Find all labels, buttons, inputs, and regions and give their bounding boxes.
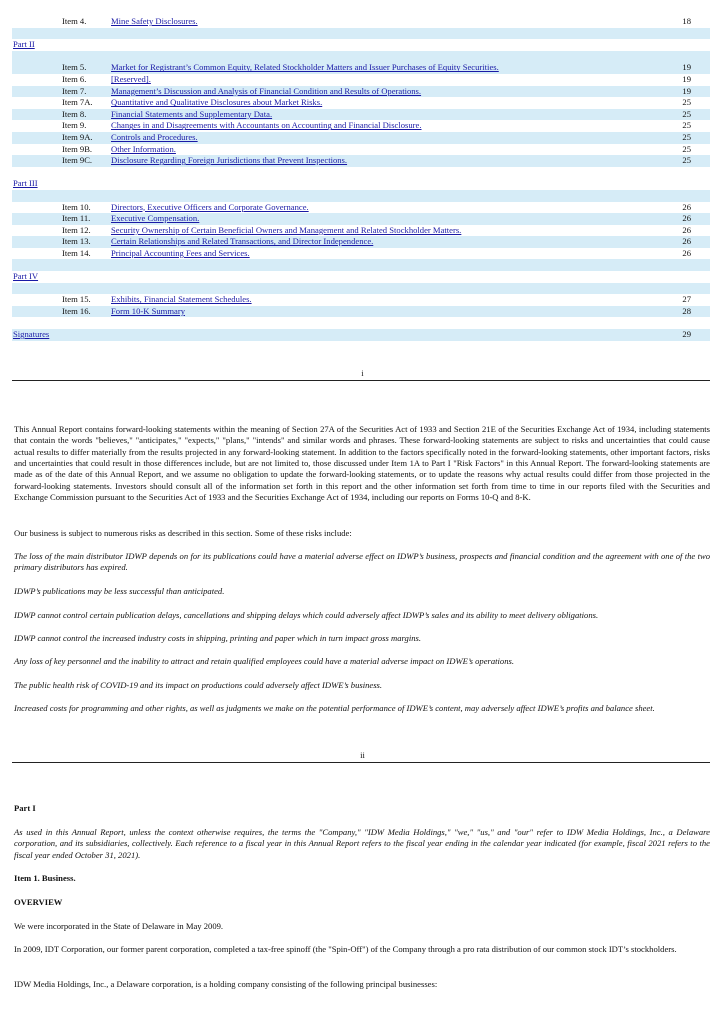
toc-item-number: Item 9C. [62, 155, 93, 166]
toc-page-number: 25 [682, 97, 691, 108]
toc-link[interactable]: Certain Relationships and Related Transactions, and Director Independence. [111, 236, 374, 247]
toc-row [12, 306, 710, 318]
risk-item: The public health risk of COVID-19 and its impact on productions could adversely affect IDWE’s business. [14, 680, 383, 690]
part-iv-link[interactable]: Part IV [13, 271, 39, 282]
toc-item-number: Item 8. [62, 108, 87, 119]
toc-item-number: Item 15. [62, 294, 91, 305]
toc-part-heading [12, 271, 710, 283]
toc-item-number: Item 7A. [62, 97, 93, 108]
page-divider [12, 380, 710, 381]
toc-spacer [12, 190, 710, 202]
toc-link[interactable]: Controls and Procedures. [111, 131, 198, 142]
toc-page-number: 25 [682, 131, 691, 142]
part-ii-link[interactable]: Part II [13, 39, 35, 50]
page-divider [12, 762, 710, 763]
toc-page-number: 19 [682, 73, 691, 84]
risk-item: IDWP cannot control the increased industry costs in shipping, printing and paper which in turn impact gross margins. [14, 633, 421, 643]
toc-row [12, 144, 710, 156]
toc-page-number: 18 [682, 16, 691, 26]
toc-page-number: 25 [682, 120, 691, 131]
toc-row [12, 225, 710, 237]
definitions-paragraph: As used in this Annual Report, unless the context otherwise requires, the terms the "Company," "IDW Media Holdings," "we," "us," and "our" refer to IDW Media Holdings, Inc., a Delaware corporation, and its subsidiaries, collectively. Each reference to a fiscal year in this Annual Report refers to the fiscal year ending in the calendar year indicated (for example, fiscal 2021 refers to the fiscal year ended October 31, 2021). [14, 827, 710, 860]
toc-row [12, 155, 710, 167]
toc-link[interactable]: Principal Accounting Fees and Services. [111, 247, 250, 258]
toc-spacer [12, 167, 710, 179]
toc-link[interactable]: Executive Compensation. [111, 213, 200, 224]
toc-link[interactable]: Form 10-K Summary [111, 305, 185, 316]
toc-row [12, 97, 710, 109]
toc-row [12, 294, 710, 306]
toc-row [12, 248, 710, 260]
toc-link[interactable]: Other Information. [111, 143, 176, 154]
toc-row [12, 132, 710, 144]
forward-looking-statement: This Annual Report contains forward-looking statements within the meaning of Section 27A of the Securities Act of 1933 and Section 21E of the Securities Exchange Act of 1934, including statements that contain the words "believes," "anticipates," "expects," "plans," "intends" and similar words and phrases. These forward-looking statements are subject to risks and uncertainties that could cause actual results to differ materially from the results projected in any forward-looking statement. In addition to the factors specifically noted in the forward-looking statements, other important factors, risks and uncertainties that could result in those differences include, but are not limited to, those discussed under Item 1A to Part I "Risk Factors" in this Annual Report. The forward-looking statements are made as of the date of this Annual Report, and we assume no obligation to update the forward-looking statements, or to update the reasons why actual results could differ from those projected in the forward-looking statements. Investors should consult all of the information set forth in this report and the other information set forth from time to time in our reports filed with the Securities and Exchange Commission pursuant to the Securities Act of 1933 and the Securities Exchange Act of 1934, including our reports on Forms 10-Q and 8-K. [14, 424, 710, 503]
risk-item: Increased costs for programming and other rights, as well as judgments we make on the potential performance of IDWE’s content, may adversely affect IDWE’s profits and balance sheet. [14, 703, 655, 713]
toc-link[interactable]: Exhibits, Financial Statement Schedules. [111, 294, 252, 305]
toc-row [12, 329, 710, 341]
toc-row [12, 16, 710, 28]
toc-link[interactable]: Quantitative and Qualitative Disclosures about Market Risks. [111, 97, 323, 108]
section-heading: OVERVIEW [14, 897, 63, 907]
toc-page-number: 26 [682, 247, 691, 258]
toc-page-number: 25 [682, 155, 691, 166]
toc-page-number: 26 [682, 236, 691, 247]
toc-row [12, 62, 710, 74]
toc-item-number: Item 13. [62, 236, 91, 247]
toc-row [12, 109, 710, 121]
toc-item-number: Item 14. [62, 247, 91, 258]
toc-item-number: Item 16. [62, 305, 91, 316]
toc-row [12, 236, 710, 248]
toc-page-number: 25 [682, 108, 691, 119]
toc-item-number: Item 7. [62, 85, 87, 96]
toc-row [12, 202, 710, 214]
toc-item-number: Item 9. [62, 120, 87, 131]
toc-link[interactable]: Disclosure Regarding Foreign Jurisdictions that Prevent Inspections. [111, 155, 348, 166]
toc-spacer [12, 283, 710, 295]
toc-item-number: Item 9A. [62, 131, 93, 142]
toc-page-number: 19 [682, 62, 691, 73]
toc-item-number: Item 12. [62, 224, 91, 235]
toc-spacer [12, 51, 710, 63]
risk-item: IDWP’s publications may be less successful than anticipated. [14, 586, 225, 596]
part-iii-link[interactable]: Part III [13, 178, 38, 189]
toc-link[interactable]: Market for Registrant’s Common Equity, Related Stockholder Matters and Issuer Purchases of Equity Securities. [111, 62, 499, 73]
risk-item: Any loss of key personnel and the inability to attract and retain qualified employees could have a material adverse impact on IDWE’s operations. [14, 656, 515, 666]
part-heading: Part I [14, 803, 36, 813]
toc-part-heading [12, 39, 710, 51]
toc-spacer [12, 259, 710, 271]
toc-row [12, 74, 710, 86]
toc-item-number: Item 11. [62, 213, 91, 224]
toc-item-number: Item 10. [62, 201, 91, 212]
toc-row [12, 213, 710, 225]
toc-page-number: 25 [682, 143, 691, 154]
toc-link[interactable]: Management’s Discussion and Analysis of Financial Condition and Results of Operations. [111, 85, 422, 96]
toc-page-number: 26 [682, 213, 691, 224]
toc-page-number: 26 [682, 201, 691, 212]
table-of-contents [12, 16, 710, 341]
toc-row [12, 120, 710, 132]
toc-item-number: Item 9B. [62, 143, 93, 154]
toc-item-number: Item 5. [62, 62, 87, 73]
body-paragraph: In 2009, IDT Corporation, our former parent corporation, completed a tax-free spinoff (the "Spin-Off") of the Company through a pro rata distribution of our common stock IDT’s stockholders. [14, 944, 677, 954]
toc-link[interactable]: Directors, Executive Officers and Corporate Governance. [111, 201, 309, 212]
toc-part-heading [12, 178, 710, 190]
risks-intro: Our business is subject to numerous risks as described in this section. Some of these risks include: [14, 528, 352, 538]
page-number: ii [360, 750, 365, 760]
body-paragraph: We were incorporated in the State of Delaware in May 2009. [14, 921, 224, 931]
item-heading: Item 1. Business. [14, 873, 76, 883]
body-paragraph: IDW Media Holdings, Inc., a Delaware corporation, is a holding company consisting of the following principal businesses: [14, 979, 438, 989]
toc-link[interactable]: Mine Safety Disclosures. [111, 16, 198, 26]
toc-link[interactable]: Security Ownership of Certain Beneficial Owners and Management and Related Stockholder Matters. [111, 224, 462, 235]
signatures-link[interactable]: Signatures [13, 329, 50, 340]
risk-item: The loss of the main distributor IDWP depends on for its publications could have a material adverse effect on IDWP’s business, prospects and financial condition and the agreement with one of the two primary distributors has expired. [14, 551, 710, 573]
toc-page-number: 29 [682, 329, 691, 340]
toc-item-number: Item 6. [62, 73, 87, 84]
toc-page-number: 26 [682, 224, 691, 235]
risk-item: IDWP cannot control certain publication delays, cancellations and shipping delays which could adversely affect IDWP’s sales and its ability to meet delivery obligations. [14, 610, 599, 620]
toc-spacer [12, 28, 710, 40]
toc-page-number: 27 [682, 294, 691, 305]
toc-link[interactable]: Financial Statements and Supplementary Data. [111, 108, 273, 119]
toc-spacer [12, 317, 710, 329]
toc-page-number: 28 [682, 305, 691, 316]
toc-link[interactable]: Changes in and Disagreements with Accountants on Accounting and Financial Disclosure. [111, 120, 422, 131]
page-number: i [361, 368, 364, 378]
toc-row [12, 86, 710, 98]
toc-page-number: 19 [682, 85, 691, 96]
toc-link[interactable]: [Reserved]. [111, 73, 151, 84]
toc-item-number: Item 4. [62, 16, 87, 26]
